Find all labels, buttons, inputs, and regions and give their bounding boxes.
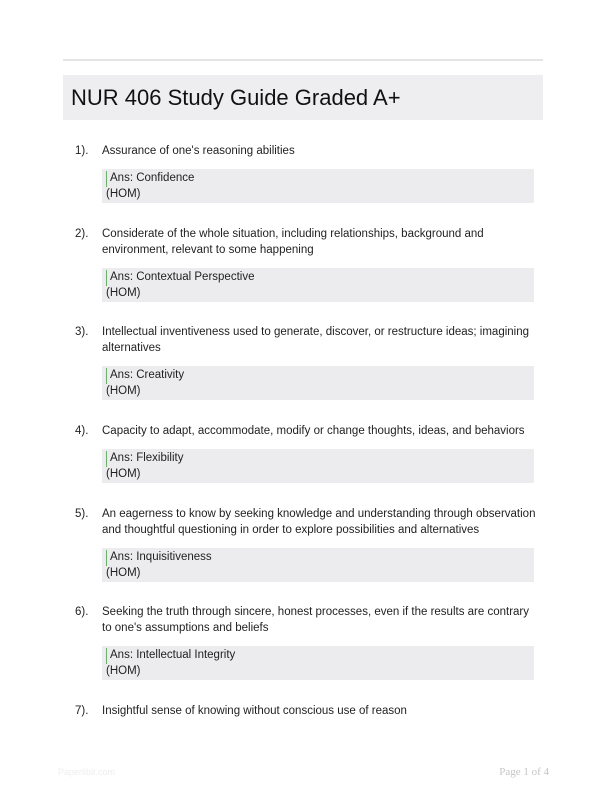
answer-box: [102, 169, 534, 203]
answer-text: Ans: Confidence: [106, 171, 534, 187]
question-number: 2).: [75, 228, 89, 240]
watermark-text: Paperlibit.com: [58, 767, 116, 777]
answer-tag: (HOM): [106, 467, 141, 480]
question-text: Intellectual inventiveness used to generate, discover, or restructure ideas; imagining alternatives: [102, 326, 530, 354]
answer-box: [102, 449, 534, 483]
page-number: Page 1 of 4: [499, 766, 549, 778]
question-number: 1).: [75, 145, 89, 157]
title-banner: [63, 75, 543, 120]
answer-box: [102, 548, 534, 582]
question-text: Capacity to adapt, accommodate, modify or change thoughts, ideas, and behaviors: [102, 425, 525, 437]
page-title: NUR 406 Study Guide Graded A+: [71, 84, 401, 110]
top-divider: [63, 59, 543, 61]
question-number: 7).: [75, 705, 89, 717]
answer-text: Ans: Creativity: [106, 368, 534, 384]
answer-tag: (HOM): [106, 566, 141, 579]
question-text: Insightful sense of knowing without conscious use of reason: [102, 705, 407, 717]
question-number: 4).: [75, 425, 89, 437]
answer-box: [102, 366, 534, 400]
question-text: An eagerness to know by seeking knowledge and understanding through observation and thoughtful questioning in order to explore possibilities and alternatives: [102, 508, 536, 536]
answer-tag: (HOM): [106, 187, 141, 200]
question-number: 6).: [75, 606, 89, 618]
answer-text: Ans: Contextual Perspective: [106, 270, 534, 286]
answer-tag: (HOM): [106, 664, 141, 677]
answer-tag: (HOM): [106, 384, 141, 397]
answer-text: Ans: Flexibility: [106, 451, 534, 467]
question-number: 5).: [75, 508, 89, 520]
answer-text: Ans: Intellectual Integrity: [106, 648, 534, 664]
answer-box: [102, 268, 534, 302]
question-text: Seeking the truth through sincere, honest processes, even if the results are contrary to one's assumptions and beliefs: [102, 606, 530, 634]
answer-tag: (HOM): [106, 286, 141, 299]
question-text: Considerate of the whole situation, including relationships, background and environment, relevant to some happening: [102, 228, 484, 256]
question-number: 3).: [75, 326, 89, 338]
answer-box: [102, 646, 534, 680]
question-text: Assurance of one's reasoning abilities: [102, 145, 295, 157]
answer-text: Ans: Inquisitiveness: [106, 550, 534, 566]
